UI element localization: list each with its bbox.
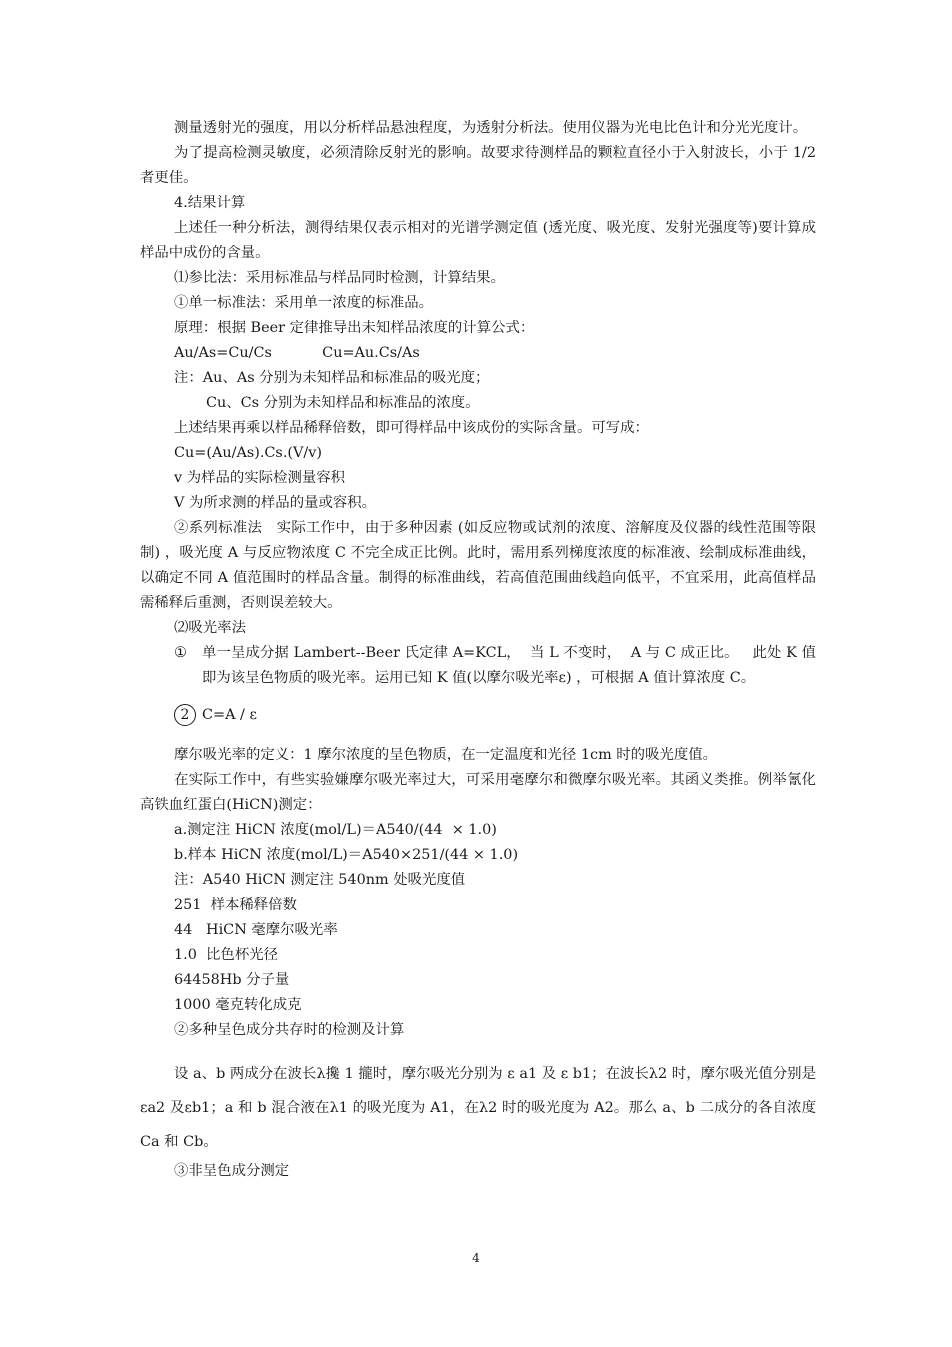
paragraph-dilution: 上述结果再乘以样品稀释倍数，即可得样品中该成份的实际含量。可写成： (174, 420, 649, 436)
note-1000: 1000 毫克转化成克 (174, 997, 302, 1013)
formula-hicn-b: b.样本 HiCN 浓度(mol/L)＝A540×251/(44 × 1.0) (174, 847, 519, 863)
paragraph-molar-definition: 摩尔吸光率的定义：1 摩尔浓度的呈色物质，在一定温度和光径 1cm 时的吸光度值。 (174, 747, 718, 763)
note-1-0: 1.0 比色杯光径 (174, 947, 278, 963)
subheading-single-standard: ①单一标准法：采用单一浓度的标准品。 (174, 295, 434, 311)
note-v-lower: v 为样品的实际检测量容积 (174, 470, 346, 486)
subheading-absorptivity-method: ⑵吸光率法 (174, 620, 246, 636)
note-44: 44 HiCN 毫摩尔吸光率 (174, 922, 338, 938)
subheading-non-color: ③非呈色成分测定 (174, 1163, 290, 1179)
formula-hicn-a: a.测定注 HiCN 浓度(mol/L)＝A540/(44 × 1.0) (174, 822, 497, 838)
formula-text: C=A / ε (202, 707, 257, 723)
list-item-number: ① (174, 645, 187, 661)
paragraph-millimolar: 在实际工作中，有些实验嫌摩尔吸光率过大，可采用毫摩尔和微摩尔吸光率。其函义类推。例举氰化高铁血红蛋白(HiCN)测定： (140, 772, 816, 813)
formula-dilution: Cu=(Au/As).Cs.(V/v) (174, 445, 322, 461)
paragraph-sensitivity: 为了提高检测灵敏度，必须清除反射光的影响。故要求待测样品的颗粒直径小于入射波长，小于 1/2 者更佳。 (140, 145, 816, 186)
note-a540: 注：A540 HiCN 测定注 540nm 处吸光度值 (174, 872, 466, 888)
paragraph-two-components: 设 a、b 两成分在波长λ攙 1 攏时，摩尔吸光分别为 ε a1 及 ε b1；在波长λ2 时，摩尔吸光值分别是εa2 及εb1；a 和 b 混合液在λ1 的吸光度为 A1，在λ2 时的吸光度为 A2。那么 a、b 二成分的各自浓度 Ca 和 Cb。 (140, 1066, 816, 1150)
note-64458: 64458Hb 分子量 (174, 972, 290, 988)
subheading-multi-component: ②多种呈色成分共存时的检测及计算 (174, 1022, 405, 1038)
subheading-reference-method: ⑴参比法：采用标准品与样品同时检测，计算结果。 (174, 270, 505, 286)
formula-concentration (140, 701, 816, 729)
page-number: 4 (472, 1251, 480, 1265)
note-v-upper: V 为所求测的样品的量或容积。 (174, 495, 377, 511)
circled-number: 2 (174, 704, 196, 726)
paragraph-series-standard: ②系列标准法 实际工作中，由于多种因素 (如反应物或试剂的浓度、溶解度及仪器的线性范围等限制) ，吸光度 A 与反应物浓度 C 不完全成正比例。此时，需用系列梯度浓度的标准液、绘制成标准曲线，以确定不同 A 值范围时的样品含量。制得的标准曲线，若高值范围曲线趋向低平，不宜采用，此高值样品需稀释后重测，否则误差较大。 (140, 520, 816, 611)
paragraph-transmission: 测量透射光的强度，用以分析样品悬浊程度，为透射分析法。使用仪器为光电比色计和分光光度计。 (174, 120, 808, 136)
paragraph-result-intro: 上述任一种分析法，测得结果仅表示相对的光谱学测定值 (透光度、吸光度、发射光强度等)要计算成样品中成份的含量。 (140, 220, 816, 261)
page-body (140, 116, 816, 1184)
paragraph-principle: 原理：根据 Beer 定律推导出未知样品浓度的计算公式： (174, 320, 535, 336)
note-251: 251 样本稀释倍数 (174, 897, 297, 913)
list-item-lambert-beer (140, 641, 816, 691)
note-concentration: Cu、Cs 分别为未知样品和标准品的浓度。 (206, 395, 480, 411)
section-heading-result-calc: 4.结果计算 (174, 195, 246, 211)
list-item-text: 单一呈成分据 Lambert--Beer 氏定律 A=KCL， 当 L 不变时， A 与 C 成正比。 此处 K 值即为该呈色物质的吸光率。运用已知 K 值(以摩尔吸光率ε) ，可根据 A 值计算浓度 C。 (202, 645, 816, 686)
note-absorbance: 注：Au、As 分别为未知样品和标准品的吸光度； (174, 370, 490, 386)
formula-beer: Au/As=Cu/Cs Cu=Au.Cs/As (174, 345, 420, 361)
